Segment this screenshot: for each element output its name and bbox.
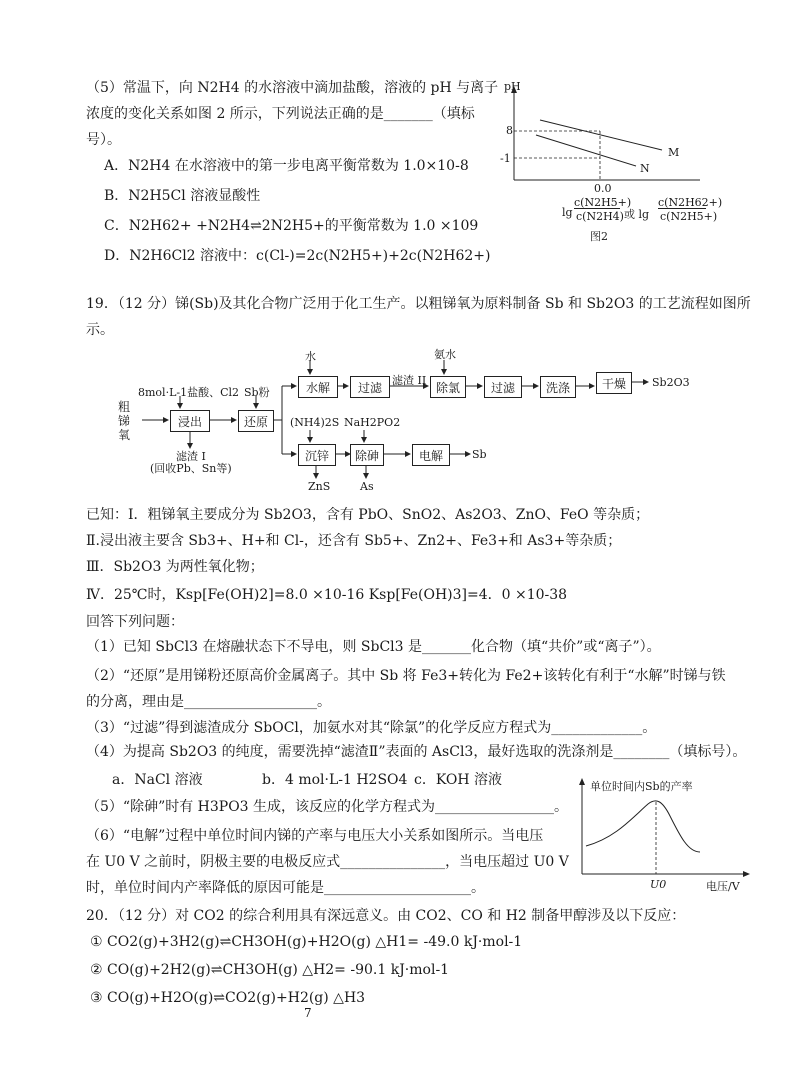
flow-box-wash: 洗涤: [540, 376, 576, 398]
q20-reaction-1: ① CO2(g)+3H2(g)⇌CH3OH(g)+H2O(g) △H1= -49.0 kJ·mol-1: [90, 934, 523, 950]
q18-stem-line1: （5）常温下，向 N2H4 的水溶液中滴加盐酸，溶液的 pH 与离子: [86, 80, 499, 96]
flow-box-reduce: 还原: [238, 410, 274, 432]
q19-known-4: Ⅳ．25℃时，Ksp[Fe(OH)2]=8.0 ×10-16 Ksp[Fe(OH)3]=4．0 ×10-38: [86, 587, 568, 603]
q19-sub4-option-b: b．4 mol·L-1 H2SO4: [262, 772, 408, 788]
fig2-caption: 图2: [590, 230, 608, 243]
q18-option-c: C．N2H62+ +N2H4⇌2N2H5+的平衡常数为 1.0 ×109: [104, 218, 479, 234]
flow-ammonia: 氨水: [434, 348, 456, 361]
flow-box-dechlor: 除氯: [430, 376, 466, 398]
q20-reaction-2: ② CO(g)+2H2(g)⇌CH3OH(g) △H2= -90.1 kJ·mol-1: [90, 962, 450, 978]
q19-sub2-line1: （2）“还原”是用锑粉还原高价金属离子。其中 Sb 将 Fe3+转化为 Fe2+该转化有利于“水解”时锑与铁: [86, 668, 726, 684]
flow-as: As: [360, 480, 374, 493]
yield-chart-ylabel: 单位时间内Sb的产率: [590, 780, 693, 793]
q19-sub6-line1: （6）“电解”过程中单位时间内锑的产率与电压大小关系如图所示。当电压: [86, 828, 544, 844]
fig2-label-n: N: [640, 162, 650, 175]
q19-sub1: （1）已知 SbCl3 在熔融状态下不导电，则 SbCl3 是_______化合物（填“共价”或“离子”）。: [86, 639, 661, 655]
fig2-xlabel-lg1: lg: [562, 206, 573, 219]
q18-stem-line3: 号）。: [86, 132, 121, 148]
process-flow-diagram: [110, 344, 700, 494]
q19-known-2: Ⅱ.浸出液主要含 Sb3+、H+和 Cl-，还含有 Sb5+、Zn2+、Fe3+和 As3+等杂质；: [86, 533, 622, 549]
q19-sub4-option-c: c．KOH 溶液: [414, 772, 503, 788]
flow-residue-2: 滤渣 II: [392, 374, 427, 387]
fig2-tick-8: 8: [506, 124, 513, 137]
fig2-frac2-bar: [658, 208, 706, 209]
flow-nh4-2s: (NH4)2S: [290, 416, 340, 429]
fig2-xlabel-or: 或 lg: [624, 208, 650, 221]
flow-box-filter-1: 过滤: [350, 376, 390, 398]
fig2-frac2-den: c(N2H5+): [660, 210, 718, 223]
flow-zns: ZnS: [308, 480, 331, 493]
yield-voltage-chart: [576, 776, 756, 894]
flow-raw-material: 粗锑氧: [118, 400, 131, 442]
fig2-tick-neg1: -1: [500, 152, 511, 165]
q18-option-a: A．N2H4 在水溶液中的第一步电离平衡常数为 1.0×10-8: [104, 158, 469, 174]
flow-product-sb: Sb: [472, 448, 487, 461]
fig2-label-m: M: [668, 146, 680, 159]
q19-sub4-option-a: a．NaCl 溶液: [112, 772, 203, 788]
yield-curve: [586, 801, 700, 852]
line-m: [540, 120, 662, 150]
q19-known-1: 已知：Ⅰ．粗锑氧主要成分为 Sb2O3，含有 PbO、SnO2、As2O3、ZnO、FeO 等杂质；: [86, 507, 650, 523]
q18-option-b: B．N2H5Cl 溶液显酸性: [104, 188, 261, 204]
flow-residue-1-note: (回收Pb、Sn等): [150, 462, 232, 475]
fig2-frac1-bar: [574, 208, 620, 209]
q19-sub5: （5）“除砷”时有 H3PO3 生成，该反应的化学方程式为_________________。: [86, 799, 569, 815]
fig2-y-label: pH: [504, 80, 521, 93]
page-number: 7: [304, 1006, 312, 1020]
q20-reaction-3: ③ CO(g)+H2O(g)⇌CO2(g)+H2(g) △H3: [90, 990, 366, 1006]
q19-sub4: （4）为提高 Sb2O3 的纯度，需要洗掉“滤渣Ⅱ”表面的 AsCl3，最好选取的洗涤剂是________（填标号）。: [86, 744, 747, 760]
q19-known-3: Ⅲ．Sb2O3 为两性氧化物；: [86, 559, 264, 575]
flow-box-hydrolysis: 水解: [298, 376, 338, 398]
fig2-frac1-num: c(N2H5+): [574, 196, 632, 209]
flow-water: 水: [305, 350, 316, 363]
flow-box-leach: 浸出: [170, 410, 210, 432]
q19-sub3: （3）“过滤”得到滤渣成分 SbOCl，加氨水对其“除氯”的化学反应方程式为_____________。: [86, 720, 657, 736]
q18-option-d: D．N2H6Cl2 溶液中：c(Cl-)=2c(N2H5+)+2c(N2H62+): [104, 248, 491, 264]
flow-residue-1: 滤渣 I: [176, 450, 206, 463]
flow-box-remove-as: 除砷: [350, 444, 384, 466]
flow-sb-powder: Sb粉: [244, 386, 270, 399]
q18-stem-line2: 浓度的变化关系如图 2 所示，下列说法正确的是_______（填标: [86, 106, 475, 122]
q20-title: 20．（12 分）对 CO2 的综合利用具有深远意义。由 CO2、CO 和 H2 制备甲醇涉及以下反应：: [86, 908, 686, 924]
q19-title-line2: 示。: [86, 322, 114, 338]
fig2-frac2-num: c(N2H62+): [658, 196, 723, 209]
flow-reagent-leach: 8mol·L-1盐酸、Cl2: [138, 386, 240, 399]
flow-nah2po2: NaH2PO2: [344, 416, 401, 429]
flow-box-precip-zn: 沉锌: [298, 444, 336, 466]
fig2-x-origin: 0.0: [594, 182, 612, 195]
yield-chart-xlabel: 电压/V: [706, 880, 740, 893]
figure-2: [500, 80, 723, 255]
fig2-frac1-den: c(N2H4): [576, 210, 624, 223]
yield-chart-xtick-u0: U0: [650, 878, 667, 891]
q19-sub6-line3: 时，单位时间内产率降低的原因可能是_____________________。: [86, 880, 485, 896]
q19-answer-intro: 回答下列问题：: [86, 614, 184, 630]
flow-box-electrolysis: 电解: [412, 444, 450, 466]
q19-title-line1: 19．（12 分）锑(Sb)及其化合物广泛用于化工生产。以粗锑氧为原料制备 Sb 和 Sb2O3 的工艺流程如图所: [86, 296, 751, 312]
q19-sub2-line2: 的分离，理由是___________________。: [86, 694, 331, 710]
q19-sub6-line2: 在 U0 V 之前时，阴极主要的电极反应式_______________，当电压超过 U0 V: [86, 854, 569, 870]
flow-product-sb2o3: Sb2O3: [652, 376, 690, 389]
flow-box-dry: 干燥: [596, 372, 632, 394]
flow-box-filter-2: 过滤: [484, 376, 522, 398]
